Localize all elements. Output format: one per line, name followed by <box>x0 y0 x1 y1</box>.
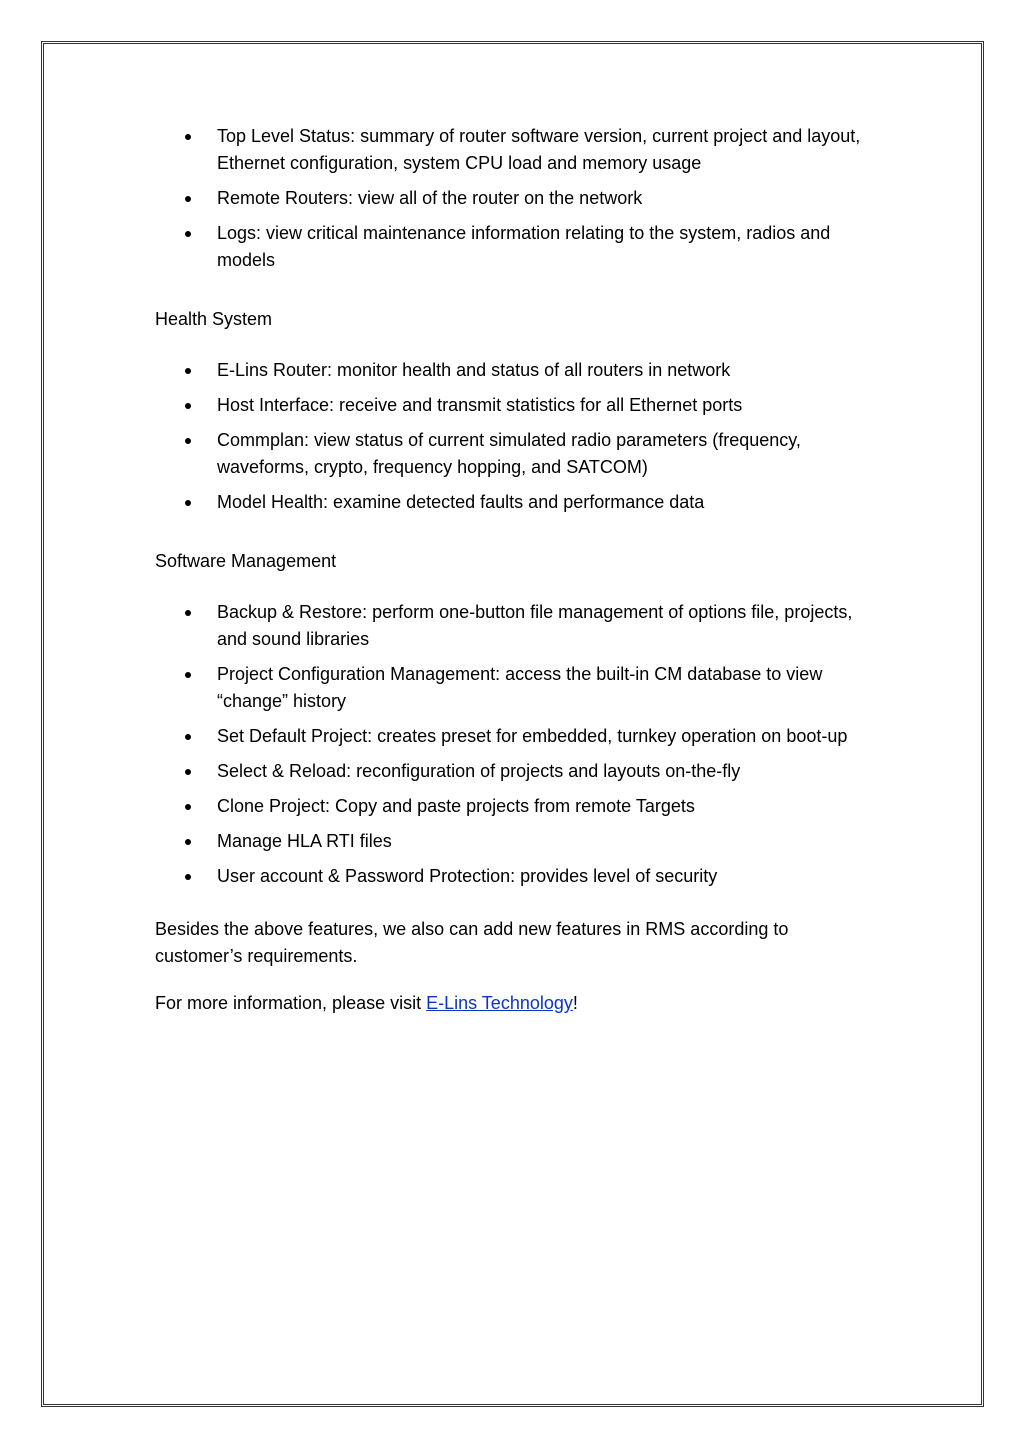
bullet-icon <box>185 839 191 845</box>
software-management-list <box>155 599 870 890</box>
list-item-text: Manage HLA RTI files <box>217 831 392 851</box>
bullet-icon <box>185 672 191 678</box>
e-lins-technology-link[interactable]: E-Lins Technology <box>426 993 573 1013</box>
overview-list <box>155 123 870 274</box>
more-info-paragraph <box>155 990 870 1017</box>
bullet-icon <box>185 403 191 409</box>
health-system-list <box>155 357 870 516</box>
list-item <box>155 427 870 481</box>
list-item <box>155 758 870 785</box>
list-item <box>155 489 870 516</box>
list-item <box>155 793 870 820</box>
bullet-icon <box>185 610 191 616</box>
list-item-text: Host Interface: receive and transmit statistics for all Ethernet ports <box>217 395 743 415</box>
document-body <box>155 123 870 1017</box>
bullet-icon <box>185 368 191 374</box>
bullet-icon <box>185 500 191 506</box>
list-item <box>155 357 870 384</box>
list-item-text: E-Lins Router: monitor health and status of all routers in network <box>217 360 731 380</box>
list-item-text: Remote Routers: view all of the router on the network <box>217 188 643 208</box>
list-item <box>155 599 870 653</box>
section-heading-software-management: Software Management <box>155 551 337 571</box>
list-item-text: Set Default Project: creates preset for embedded, turnkey operation on boot-up <box>217 726 848 746</box>
list-item-text: Logs: view critical maintenance information relating to the system, radios and models <box>217 223 831 270</box>
more-info-prefix: For more information, please visit <box>155 993 427 1013</box>
bullet-icon <box>185 769 191 775</box>
list-item <box>155 661 870 715</box>
more-info-suffix: ! <box>572 993 578 1013</box>
bullet-icon <box>185 438 191 444</box>
list-item <box>155 863 870 890</box>
bullet-icon <box>185 804 191 810</box>
list-item <box>155 185 870 212</box>
list-item <box>155 392 870 419</box>
list-item <box>155 220 870 274</box>
list-item <box>155 123 870 177</box>
list-item-text: Clone Project: Copy and paste projects from remote Targets <box>217 796 695 816</box>
bullet-icon <box>185 874 191 880</box>
closing-paragraph: Besides the above features, we also can add new features in RMS according to customer’s requirements. <box>155 919 789 966</box>
list-item <box>155 723 870 750</box>
bullet-icon <box>185 134 191 140</box>
list-item-text: Commplan: view status of current simulated radio parameters (frequency, waveforms, crypto, frequency hopping, and SATCOM) <box>217 430 801 477</box>
section-heading-health-system: Health System <box>155 309 273 329</box>
list-item-text: Select & Reload: reconfiguration of projects and layouts on-the-fly <box>217 761 741 781</box>
list-item-text: Model Health: examine detected faults and performance data <box>217 492 705 512</box>
list-item-text: Project Configuration Management: access the built-in CM database to view “change” history <box>217 664 823 711</box>
bullet-icon <box>185 734 191 740</box>
list-item <box>155 828 870 855</box>
bullet-icon <box>185 231 191 237</box>
bullet-icon <box>185 196 191 202</box>
list-item-text: Backup & Restore: perform one-button file management of options file, projects, and sound libraries <box>217 602 853 649</box>
list-item-text: User account & Password Protection: provides level of security <box>217 866 718 886</box>
list-item-text: Top Level Status: summary of router software version, current project and layout, Ethernet configuration, system CPU load and memory usage <box>217 126 861 173</box>
